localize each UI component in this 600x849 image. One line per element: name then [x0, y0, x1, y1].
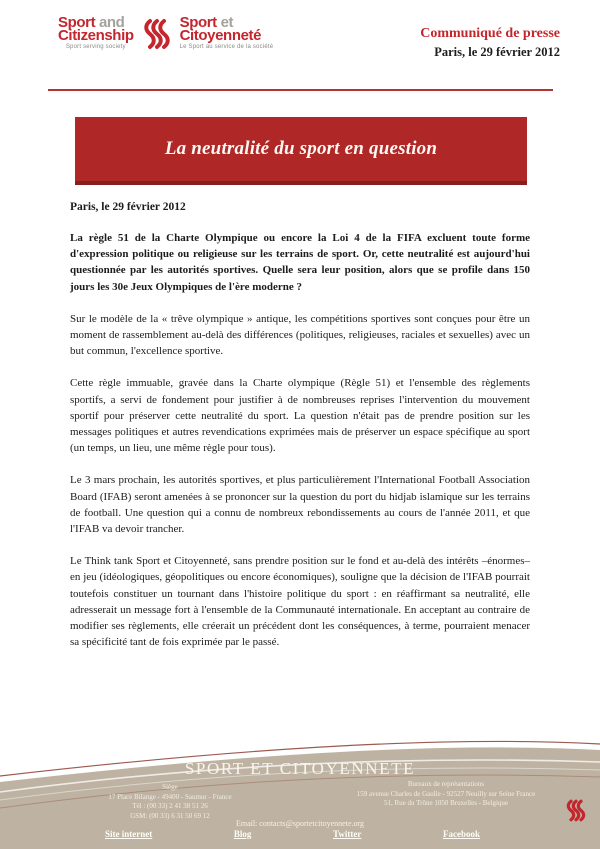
paragraph-lead: La règle 51 de la Charte Olympique ou encore la Loi 4 de la FIFA excluent toute forme d'expression politique ou religieuse sur les terrains de sport. Or, cette neutralité est aujourd'hui questionnée par les autorités sportives. Quelle sera leur position, alors que se profile dans 150 jours les 30e Jeux Olympiques de l'ère moderne ? — [70, 232, 530, 293]
siege-line: 17 Place Bilange - 49400 - Saumur - France — [108, 792, 232, 801]
logo-fr-word1: Sport — [179, 14, 217, 31]
footer-email: Email: contacts@sportetcitoyennete.org — [235, 819, 365, 828]
siege-heading: Siège — [162, 783, 178, 791]
siege-gsm: GSM: (00 33) 6 31 50 69 12 — [130, 811, 210, 820]
bureaux-line: 159 avenue Charles de Gaulle - 92527 Neuilly sur Seine France — [356, 789, 536, 798]
logo-fr-accent: et — [220, 14, 234, 31]
paragraph: Le Think tank Sport et Citoyenneté, sans prendre position sur le fond et au-delà des intérêts –énormes– en jeu (idéologiques, géopolitiques ou encore économiques), souligne que la décision de l'IFAB pourrait toutefois constituer un tournant dans l'histoire politique du sport : en réaffirmant sa neutralité, elle adresserait un message fort à l'ensemble de la Communauté internationale. En acceptant au contraire de modifier ses règlements, elle créerait un précédent dont les conséquences, à terme, pourraient menacer sa spécificité tant de fois exprimée par le passé. — [70, 555, 530, 649]
logo-sport-and-citizenship — [58, 16, 134, 50]
logo-en-wordmark — [58, 16, 134, 42]
logo-sport-et-citoyennete — [180, 16, 274, 50]
body-dateline: Paris, le 29 février 2012 — [70, 201, 186, 213]
paragraph: Cette règle immuable, gravée dans la Charte olympique (Règle 51) et l'ensemble des règlements sportifs, a servi de fondement pour justifier à de nombreuses reprises l'intervention du mouvement sportif pour préserver cette neutralité du sport. La question n'était pas de prendre position sur les messages politiques et autres revendications exprimées mais de préserver un espace spécifique au sport (un temps, un lieu, une même règle pour tous). — [70, 377, 530, 455]
footer-address-bureaux — [310, 780, 582, 809]
bureaux-heading: Bureaux de représentations — [407, 780, 485, 788]
siege-phone: Tél : (00 33) 2 41 38 51 26 — [132, 802, 208, 810]
sss-swirl-icon — [143, 17, 171, 56]
link-facebook[interactable]: Facebook — [442, 829, 480, 839]
logo-en-word2: Citizenship — [58, 27, 134, 44]
logo-en-accent: and — [98, 14, 125, 31]
link-twitter[interactable]: Twitter — [333, 829, 362, 839]
press-header — [420, 26, 560, 60]
paragraph: Le 3 mars prochain, les autorités sportives, et plus particulièrement l'International Football Association Board (IFAB) seront amenées à se prononcer sur la question du port du hidjab islamique sur les terrains de football. Une question qui a connu de nombreux rebondissements au cours de l'année 2011, et que l'IFAB va devoir trancher. — [70, 474, 530, 536]
press-date: Paris, le 29 février 2012 — [434, 45, 560, 59]
logo-en-word1: Sport — [58, 14, 96, 31]
logo-en-tagline: Sport serving society — [65, 44, 126, 50]
document-title: La neutralité du sport en question — [164, 138, 438, 159]
footer-links — [105, 829, 480, 839]
bureaux-line: 51, Rue du Trône 1050 Bruxelles - Belgique — [383, 799, 509, 807]
document-body — [70, 201, 530, 666]
footer — [0, 720, 600, 849]
logo-fr-wordmark — [180, 16, 274, 42]
header-divider — [48, 89, 553, 91]
press-release-label: Communiqué de presse — [420, 26, 560, 41]
sss-swirl-icon — [566, 798, 586, 828]
footer-title: SPORT ET CITOYENNETE — [184, 759, 416, 778]
link-site-internet[interactable]: Site internet — [105, 829, 153, 839]
logo-fr-tagline: Le Sport au service de la société — [179, 44, 274, 50]
logo-fr-word2: Citoyenneté — [179, 27, 262, 44]
header-logos — [58, 16, 273, 56]
link-blog[interactable]: Blog — [233, 829, 252, 839]
footer-address-siege — [40, 783, 300, 821]
title-banner — [75, 117, 527, 185]
paragraph: Sur le modèle de la « trêve olympique » antique, les compétitions sportives sont conçues pour être un moment de rassemblement au-delà des différences (politiques, religieuses, raciales et sexuelles) avec un but commun, l'excellence sportive. — [70, 312, 530, 358]
